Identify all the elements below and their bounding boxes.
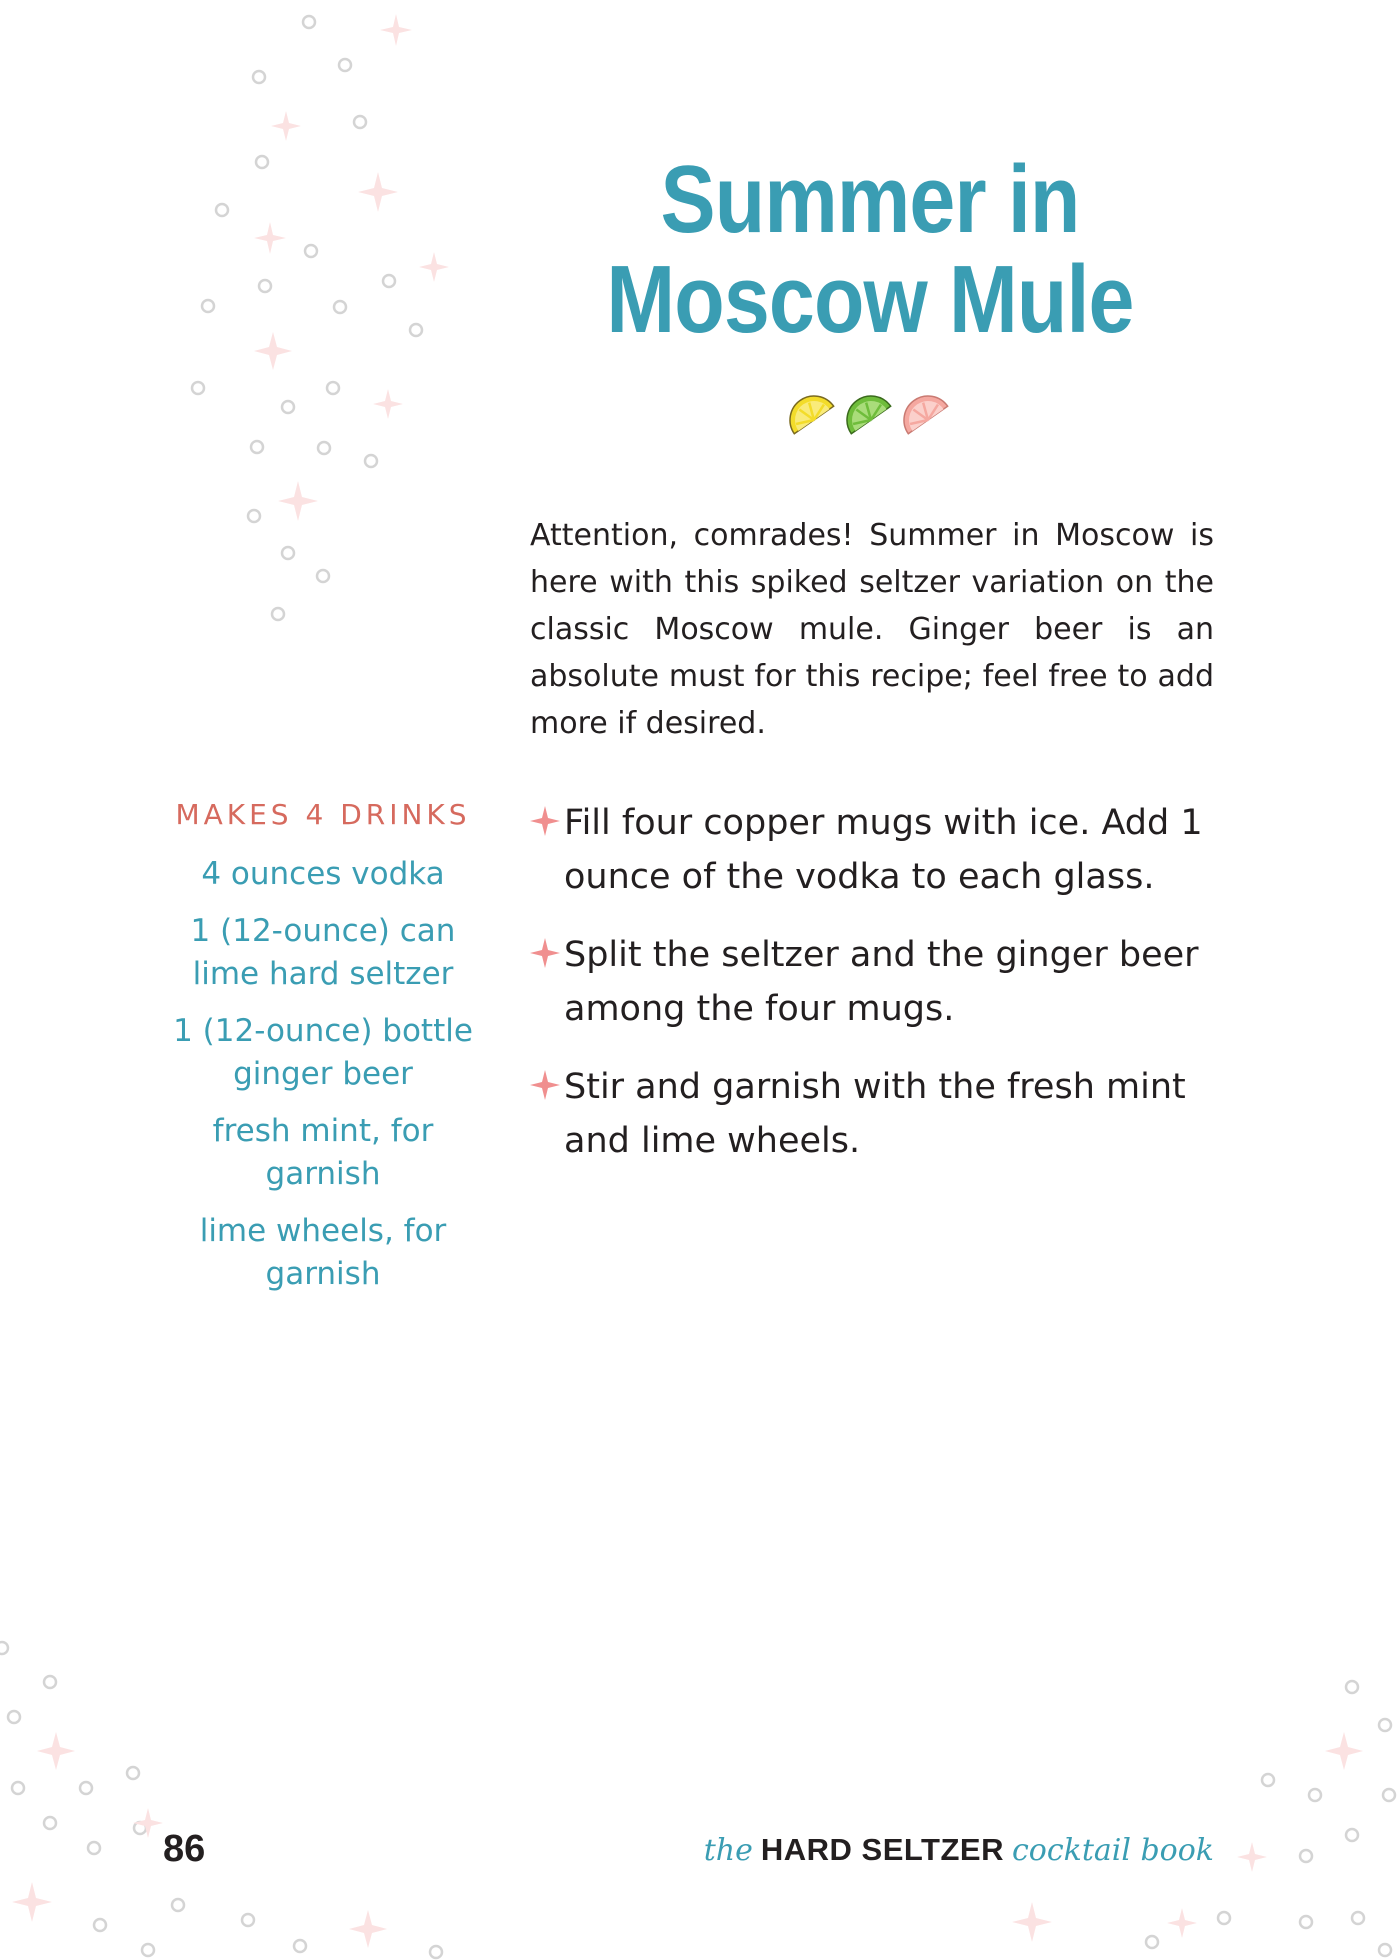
instruction-step bbox=[530, 796, 1210, 904]
decorative-pattern-top-left bbox=[0, 0, 480, 650]
citrus-rating bbox=[784, 380, 964, 440]
recipe-yield: MAKES 4 DRINKS bbox=[175, 798, 471, 831]
ingredient-item: fresh mint, for garnish bbox=[212, 1113, 434, 1192]
instruction-step bbox=[530, 928, 1210, 1036]
decorative-pattern-bottom-left bbox=[0, 1620, 480, 1960]
instruction-steps bbox=[530, 796, 1210, 1192]
recipe-title-line-1: Summer in bbox=[660, 146, 1080, 253]
page-number: 86 bbox=[163, 1828, 206, 1870]
sparkle-bullet-icon bbox=[530, 938, 560, 968]
grapefruit-slice-icon bbox=[895, 387, 948, 434]
lime-slice-icon bbox=[838, 387, 891, 434]
ingredient-item: 4 ounces vodka bbox=[201, 856, 445, 892]
ingredients-panel bbox=[150, 795, 496, 1310]
decorative-pattern-bottom-right bbox=[1000, 1620, 1400, 1960]
book-title-suffix: cocktail book bbox=[1011, 1833, 1214, 1868]
lemon-slice-icon bbox=[784, 387, 834, 434]
recipe-title bbox=[603, 146, 1136, 353]
recipe-title-line-2: Moscow Mule bbox=[606, 246, 1134, 353]
instruction-step-text: Fill four copper mugs with ice. Add 1 ounce of the vodka to each glass. bbox=[564, 803, 1203, 897]
instruction-step-text: Split the seltzer and the ginger beer among the four mugs. bbox=[564, 935, 1199, 1029]
instruction-step bbox=[530, 1060, 1210, 1168]
ingredient-item: 1 (12-ounce) can lime hard seltzer bbox=[190, 913, 456, 992]
ingredient-item: lime wheels, for garnish bbox=[199, 1213, 447, 1292]
instruction-step-text: Stir and garnish with the fresh mint and lime wheels. bbox=[564, 1067, 1186, 1161]
sparkle-bullet-icon bbox=[530, 1070, 560, 1100]
sparkle-bullet-icon bbox=[530, 806, 560, 836]
recipe-intro: Attention, comrades! Summer in Moscow is here with this spiked seltzer variation on the classic Moscow mule. Ginger beer is an absolute must for this recipe; feel free to add more if desired. bbox=[530, 518, 1214, 741]
book-title-footer bbox=[704, 1832, 1214, 1868]
ingredient-item: 1 (12-ounce) bottle ginger beer bbox=[173, 1013, 473, 1092]
book-title-main: HARD SELTZER bbox=[760, 1832, 1004, 1867]
book-title-prefix: the bbox=[703, 1833, 753, 1868]
ingredient-list bbox=[150, 853, 496, 1296]
